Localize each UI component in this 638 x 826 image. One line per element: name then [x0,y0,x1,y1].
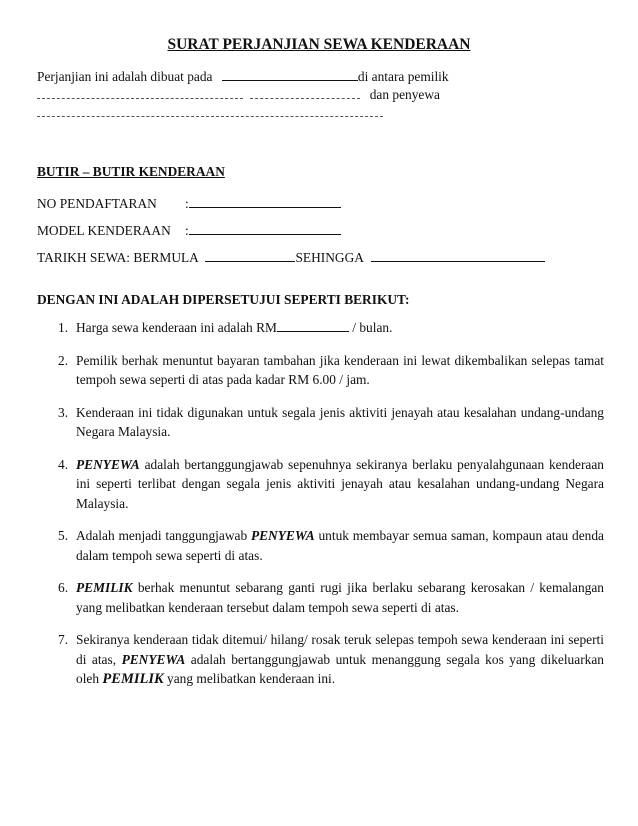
reg-number-blank[interactable] [189,195,341,208]
term-item [58,403,604,442]
term-emphasis: PEMILIK [102,671,164,687]
term-emphasis: PENYEWA [250,528,315,543]
term-number: 4. [58,456,69,472]
reg-number-colon: : [185,196,189,211]
term-number: 7. [58,632,69,647]
reg-number-label: NO PENDAFTARAN [37,196,157,211]
term-text: adalah bertanggungjawab untuk menanggung segala kos yang dikeluarkan oleh [76,651,604,686]
term-text: untuk membayar semua saman, kompaun atau denda dalam tempoh sewa seperti di atas. [76,528,604,563]
intro-tenant-text: dan penyewa [369,87,440,102]
terms-list [58,318,604,703]
term-text: Adalah menjadi tanggungjawab [76,528,248,543]
owner-name-blank[interactable] [37,86,243,99]
term-emphasis: PEMILIK [76,580,133,595]
term-text: / bulan. [352,320,393,335]
rental-start-label: TARIKH SEWA: BERMULA [37,250,199,265]
vehicle-details-heading: BUTIR – BUTIR KENDERAAN [37,164,225,179]
term-number: 3. [58,404,69,420]
term-number: 5. [58,528,69,543]
term-emphasis: PENYEWA [121,651,186,667]
rental-start-blank[interactable] [205,249,295,262]
term-text: adalah bertanggungjawab sepenuhnya sekiranya berlaku penyalahgunaan kenderaan ini seperti terlibat dengan segala jenis aktiviti jenayah atau kesalahan undang-undang Negara Malaysia. [76,456,604,511]
tenant-name-blank[interactable] [37,104,383,117]
document-title: SURAT PERJANJIAN SEWA KENDERAAN [167,36,471,53]
rent-amount-blank[interactable] [277,319,349,332]
term-item [58,455,604,514]
rental-end-label: SEHINGGA [295,250,364,265]
term-item [58,526,604,565]
model-row [37,222,341,239]
rental-period-row [37,249,545,266]
term-item [58,578,604,617]
term-number: 6. [58,580,69,595]
term-text: Pemilik berhak menuntut bayaran tambahan jika kenderaan ini lewat dikembalikan selepas tamat tempoh sewa seperti di atas pada kadar RM 6.00 / jam. [76,352,604,387]
term-text: Sekiranya kenderaan tidak ditemui/ hilang/ rosak teruk selepas tempoh sewa kenderaan ini seperti di atas, [76,632,604,667]
term-number: 1. [58,320,69,335]
intro-text: Perjanjian ini adalah dibuat pada [37,69,213,84]
model-blank[interactable] [189,222,341,235]
intro-owner-text: di antara pemilik [357,69,449,84]
owner-id-blank[interactable] [250,86,360,99]
term-emphasis: PENYEWA [76,456,140,472]
term-text: berhak menuntut sebarang ganti rugi jika berlaku sebarang kerosakan / kemalangan yang melibatkan kenderaan tersebut dalam tempoh sewa seperti di atas. [76,580,604,615]
term-number: 2. [58,352,69,368]
term-text: Harga sewa kenderaan ini adalah RM [76,320,277,335]
rental-end-blank-2[interactable] [419,249,545,262]
intro-line-1 [37,68,449,85]
term-text: yang melibatkan kenderaan ini. [167,671,336,686]
agreement-heading: DENGAN INI ADALAH DIPERSETUJUI SEPERTI BERIKUT: [37,292,410,307]
reg-number-row [37,195,341,212]
term-item [58,318,604,338]
intro-line-2 [37,86,440,103]
model-label: MODEL KENDERAAN [37,223,171,238]
term-item [58,630,604,690]
date-blank[interactable] [222,68,358,81]
term-text: Kenderaan ini tidak digunakan untuk segala jenis aktiviti jenayah atau kesalahan undang-undang Negara Malaysia. [76,404,604,439]
term-item [58,351,604,390]
model-colon: : [185,223,189,238]
rental-end-blank-1[interactable] [371,249,419,262]
intro-line-3 [37,104,383,121]
